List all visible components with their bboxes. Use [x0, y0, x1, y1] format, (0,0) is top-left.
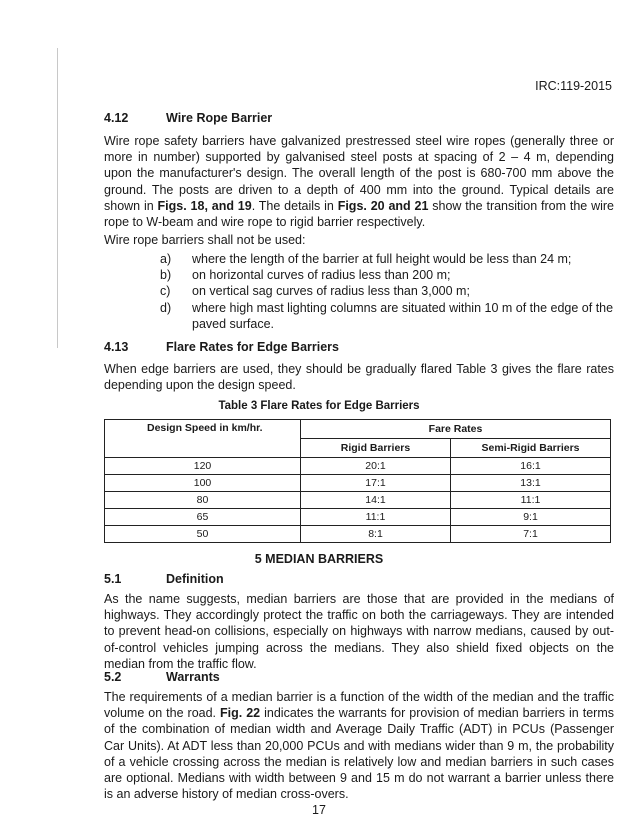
- list-marker: b): [160, 268, 172, 283]
- list-text: on vertical sag curves of radius less than 3,000 m;: [192, 284, 470, 299]
- list-marker: c): [160, 284, 171, 299]
- not-used-intro: Wire rope barriers shall not be used:: [104, 233, 306, 247]
- text-run: show the transition from the wire rope to W-beam and wire rope to rigid barrier respectively.: [104, 198, 614, 230]
- section-heading-4-13: [104, 340, 339, 354]
- table-row: [105, 492, 611, 509]
- table-row: [105, 509, 611, 526]
- section-number: 5.2: [104, 670, 122, 684]
- speed-cell: 80: [105, 492, 301, 509]
- list-text: on horizontal curves of radius less than 200 m;: [192, 268, 451, 283]
- semi-rigid-cell: 9:1: [451, 509, 611, 526]
- list-marker: a): [160, 252, 172, 266]
- semi-rigid-cell: 16:1: [451, 458, 611, 475]
- list-text: where high mast lighting columns are situated within 10 m of the edge of the paved surface.: [192, 300, 614, 331]
- rigid-cell: 8:1: [301, 526, 451, 543]
- semi-rigid-cell: 11:1: [451, 492, 611, 509]
- section-number: 4.13: [104, 340, 129, 354]
- flare-rates-paragraph: When edge barriers are used, they should be gradually flared Table 3 gives the flare rates depending upon the design speed.: [104, 362, 614, 393]
- list-item: [104, 267, 614, 283]
- document-reference: IRC:119-2015: [535, 79, 612, 93]
- table-header-row: [105, 420, 611, 439]
- semi-rigid-cell: 7:1: [451, 526, 611, 543]
- list-item: [104, 300, 614, 332]
- wire-rope-paragraph: [104, 133, 614, 230]
- section-title: Flare Rates for Edge Barriers: [166, 340, 339, 354]
- section-title: Wire Rope Barrier: [166, 111, 273, 125]
- scan-edge-line: [57, 48, 58, 348]
- column-header-fare-rates: Fare Rates: [301, 420, 611, 439]
- speed-cell: 65: [105, 509, 301, 526]
- speed-cell: 120: [105, 458, 301, 475]
- table-row: [105, 526, 611, 543]
- section-heading-5-2: [104, 670, 220, 684]
- section-title: Definition: [166, 572, 224, 586]
- list-marker: d): [160, 300, 172, 315]
- flare-rates-table: [104, 419, 611, 543]
- figure-reference: Figs. 20 and 21: [337, 198, 429, 213]
- rigid-cell: 11:1: [301, 509, 451, 526]
- figure-reference: Fig. 22: [220, 706, 261, 721]
- column-header-rigid: Rigid Barriers: [301, 439, 451, 458]
- section-heading-5-1: [104, 572, 224, 586]
- column-header-semi-rigid: Semi-Rigid Barriers: [451, 439, 611, 458]
- semi-rigid-cell: 13:1: [451, 475, 611, 492]
- figure-reference: Figs. 18, and 19: [157, 198, 252, 213]
- column-header-speed: Design Speed in km/hr.: [105, 420, 301, 458]
- table-row: [105, 458, 611, 475]
- rigid-cell: 20:1: [301, 458, 451, 475]
- speed-cell: 50: [105, 526, 301, 543]
- list-item: [104, 283, 614, 299]
- restriction-list: [104, 251, 614, 332]
- table-row: [105, 475, 611, 492]
- section-heading-4-12: [104, 111, 272, 125]
- text-run: The requirements of a median barrier is a function of the width of the median and the traffic volume on the road.: [104, 690, 614, 721]
- section-title: Warrants: [166, 670, 220, 684]
- rigid-cell: 17:1: [301, 475, 451, 492]
- text-run: Wire rope safety barriers have galvanized prestressed steel wire ropes (generally three or more in number) supported by galvanised steel posts at spacing of 2 – 4 m, depending upon the manufacturer's design. The overall length of the post is 680-700 mm above the ground. The posts are driven to a depth of 400 mm into the ground. Typical details are shown in: [104, 134, 614, 213]
- definition-paragraph: As the name suggests, median barriers are those that are provided in the medians of highways. They accordingly protect the traffic on both the carriageways. They are intended to prevent head-on collisions, especially on highways with narrow medians, caused by out-of-control vehicles jumping across the medians. They also shield fixed objects on the median from the traffic flow.: [104, 592, 614, 671]
- text-run: indicates the warrants for provision of median barriers in terms of the combination of median width and Average Daily Traffic (ADT) in PCUs (Passenger Car Units). At ADT less than 20,000 PCUs and with medians wider than 9 m, the probability of a vehicle crossing across the median is relatively low and median barriers in such cases are optional. Medians with width between 9 and 15 m do not warrant a barrier unless there is an adverse history of median cross-overs.: [104, 706, 614, 802]
- rigid-cell: 14:1: [301, 492, 451, 509]
- speed-cell: 100: [105, 475, 301, 492]
- chapter-heading: 5 MEDIAN BARRIERS: [254, 552, 384, 566]
- section-number: 4.12: [104, 111, 129, 125]
- table-caption: Table 3 Flare Rates for Edge Barriers: [218, 400, 420, 412]
- text-run: . The details in: [251, 198, 338, 213]
- list-item: [104, 251, 614, 267]
- page-number: 17: [312, 803, 326, 817]
- list-text: where the length of the barrier at full height would be less than 24 m;: [192, 252, 572, 266]
- section-number: 5.1: [104, 572, 122, 586]
- warrants-paragraph: [104, 689, 614, 802]
